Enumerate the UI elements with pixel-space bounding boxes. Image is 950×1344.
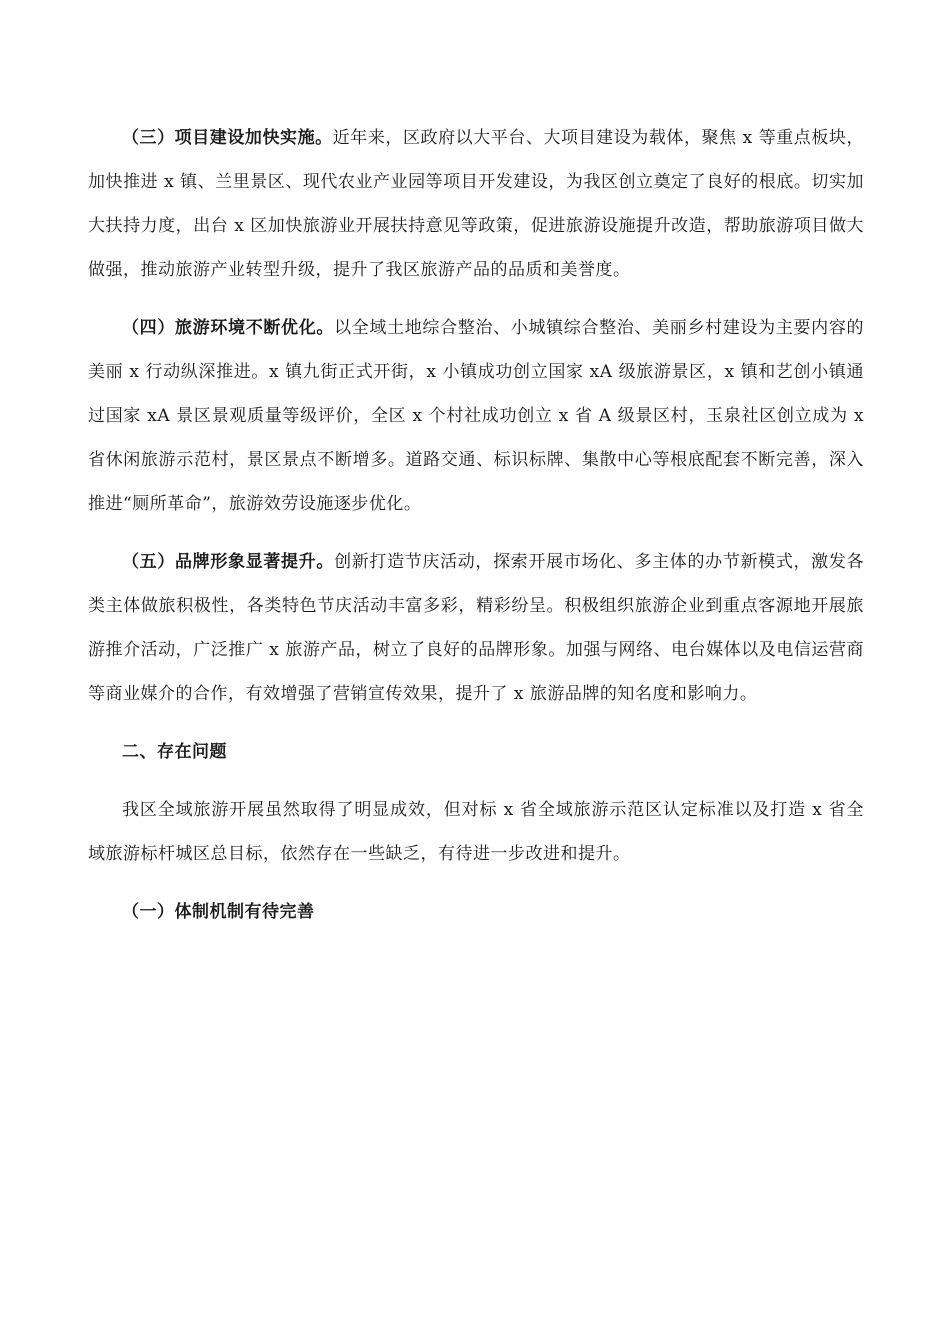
paragraph-lead: （三）项目建设加快实施。 (122, 128, 333, 148)
paragraph-tourism-environment (88, 306, 864, 526)
paragraph-project-construction (88, 116, 864, 292)
document-page (88, 116, 864, 934)
paragraph-body: 以全域土地综合整治、小城镇综合整治、美丽乡村建设为主要内容的美丽 x 行动纵深推进。x 镇九街正式开街，x 小镇成功创立国家 xA 级旅游景区，x 镇和艺创小镇通过国家 xA 景区景观质量等级评价，全区 x 个村社成功创立 x 省 A 级景区村，玉泉社区创立成为 x 省休闲旅游示范村，景区景点不断增多。道路交通、标识标牌、集散中心等根底配套不断完善，深入推进“厕所革命”，旅游效劳设施逐步优化。 (88, 318, 865, 514)
paragraph-body: 创新打造节庆活动，探索开展市场化、多主体的办节新模式，激发各类主体做旅积极性，各类特色节庆活动丰富多彩，精彩纷呈。积极组织旅游企业到重点客源地开展旅游推介活动，广泛推广 x 旅游产品，树立了良好的品牌形象。加强与网络、电台媒体以及电信运营商等商业媒介的合作，有效增强了营销宣传效果，提升了 x 旅游品牌的知名度和影响力。 (88, 552, 865, 704)
paragraph-body: 近年来，区政府以大平台、大项目建设为载体，聚焦 x 等重点板块，加快推进 x 镇、兰里景区、现代农业产业园等项目开发建设，为我区创立奠定了良好的根底。切实加大扶持力度，出台 x 区加快旅游业开展扶持意见等政策，促进旅游设施提升改造，帮助旅游项目做大做强，推动旅游产业转型升级，提升了我区旅游产品的品质和美誉度。 (88, 128, 864, 280)
subheading: （一）体制机制有待完善 (122, 902, 315, 922)
paragraph-lead: （五）品牌形象显著提升。 (122, 552, 335, 572)
paragraph-lead: （四）旅游环境不断优化。 (122, 318, 335, 338)
paragraph-brand-image (88, 540, 864, 716)
section-heading: 二、存在问题 (122, 742, 227, 762)
section-body: 我区全域旅游开展虽然取得了明显成效，但对标 x 省全域旅游示范区认定标准以及打造 x 省全域旅游标杆城区总目标，依然存在一些缺乏，有待进一步改进和提升。 (88, 800, 864, 864)
